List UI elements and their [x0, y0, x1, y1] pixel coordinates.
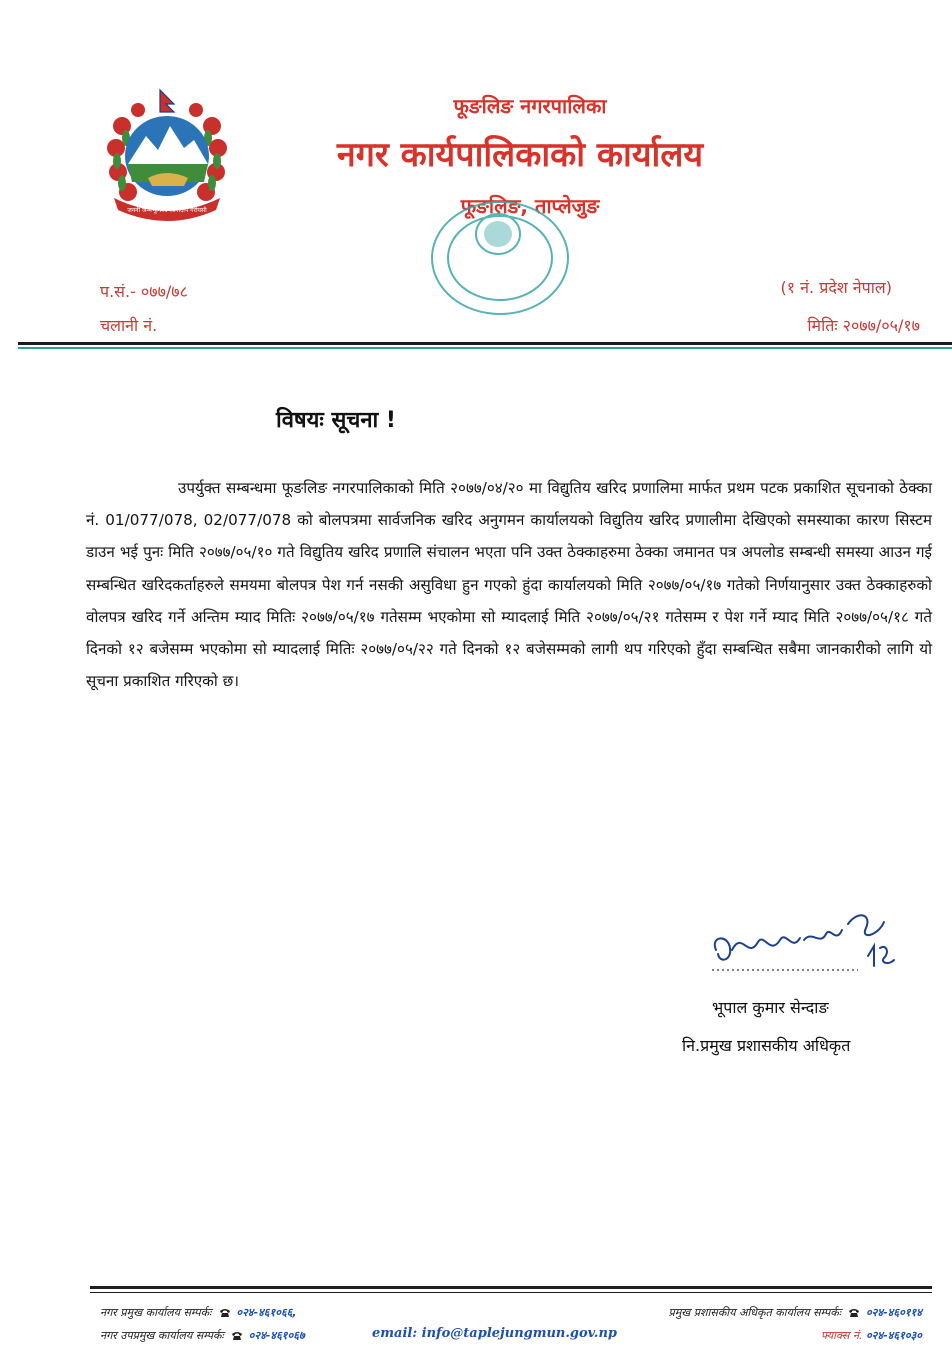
office-location: फूङलिङ, ताप्लेजुङ: [460, 194, 600, 218]
mayor-office-contact: [100, 1305, 297, 1320]
cao-office-contact: [668, 1305, 922, 1320]
header-divider: [18, 342, 952, 345]
signatory-name: भूपाल कुमार सेन्दाङ: [712, 998, 829, 1017]
org-name: फूङलिङ नगरपालिका: [453, 94, 607, 118]
office-name: नगर कार्यपालिकाको कार्यालय: [336, 135, 704, 175]
footer-divider: [90, 1286, 932, 1289]
fax-contact: [821, 1328, 922, 1343]
deputy-office-label: नगर उपप्रमुख कार्यालय सम्पर्कः: [100, 1329, 224, 1342]
deputy-office-contact: [100, 1328, 305, 1343]
email-link[interactable]: email: info@taplejungmun.gov.np: [372, 1326, 617, 1341]
office-seal-stamp: [420, 196, 578, 326]
mayor-office-label: नगर प्रमुख कार्यालय सम्पर्कः: [100, 1306, 212, 1319]
subject-line: विषयः सूचना !: [276, 408, 396, 433]
fax-number: ०२४-४६१०३०: [865, 1329, 922, 1342]
mayor-office-phone: ०२४-४६१०६६,: [236, 1306, 297, 1319]
phone-icon: [219, 1308, 231, 1318]
phone-icon: [231, 1331, 243, 1341]
phone-icon: [848, 1308, 860, 1318]
svg-text:जननी जन्मभूमिश्च स्वर्गादपि गर: जननी जन्मभूमिश्च स्वर्गादपि गरीयसी: [127, 207, 207, 214]
dispatch-number: चलानी नं.: [100, 316, 158, 335]
notice-body: उपर्युक्त सम्बन्धमा फूङलिङ नगरपालिकाको मिति २०७७/०४/२० मा विद्युतिय खरिद प्रणालिमा मार्फत प्रथम पटक प्रकाशित सूचनाको ठेक्का नं. 01/077/078, 02/077/078 को बोलपत्रमा सार्वजनिक खरिद अनुगमन कार्यालयको विद्युतिय खरिद प्रणालीमा देखिएको समस्याका कारण सिस्टम डाउन भई पुनः मिति २०७७/०५/१० गते विद्युतिय खरिद प्रणालि संचालन भएता पनि उक्त ठेक्काहरुमा ठेक्का जमानत पत्र अपलोड सम्बन्धी समस्या आउन गई सम्बन्धित खरिदकर्ताहरुले समयमा बोलपत्र पेश गर्न नसकी असुविधा हुन गएको हुंदा कार्यालयको मिति २०७७/०५/१७ गतेको निर्णयानुसार उक्त ठेक्काहरुको वोलपत्र खरिद गर्ने अन्तिम म्याद मितिः २०७७/०५/१७ गतेसम्म भएकोमा सो म्यादलाई मिति २०७७/०५/२१ गतेसम्म र पेश गर्ने म्याद मिति २०७७/०५/१८ गते दिनको १२ बजेसम्म भएकोमा सो म्यादलाई मितिः २०७७/०५/२२ गते दिनको १२ बजेसम्मको लागी थप गरिएको हुँदा सम्बन्धित सबैमा जानकारीको लागि यो सूचना प्रकाशित गरिएको छ।: [86, 479, 932, 691]
nepal-emblem-icon: [104, 86, 230, 224]
letter-date: मितिः २०७७/०५/१७: [807, 316, 920, 335]
footer-divider-thin: [90, 1292, 932, 1293]
cao-office-phone: ०२४-४६०११४: [865, 1306, 922, 1319]
deputy-office-phone: ०२४-४६१०६७: [248, 1329, 305, 1342]
province-label: (१ नं. प्रदेश नेपाल): [780, 278, 892, 297]
signatory-title: नि.प्रमुख प्रशासकीय अधिकृत: [682, 1036, 851, 1055]
reference-number: प.सं.- ०७७/७८: [100, 282, 188, 301]
handwritten-signature: [708, 900, 904, 980]
header-divider-accent: [18, 347, 952, 349]
cao-office-label: प्रमुख प्रशासकीय अधिकृत कार्यालय सम्पर्कः: [668, 1306, 841, 1319]
fax-label: फ्याक्स नं.: [820, 1329, 863, 1342]
